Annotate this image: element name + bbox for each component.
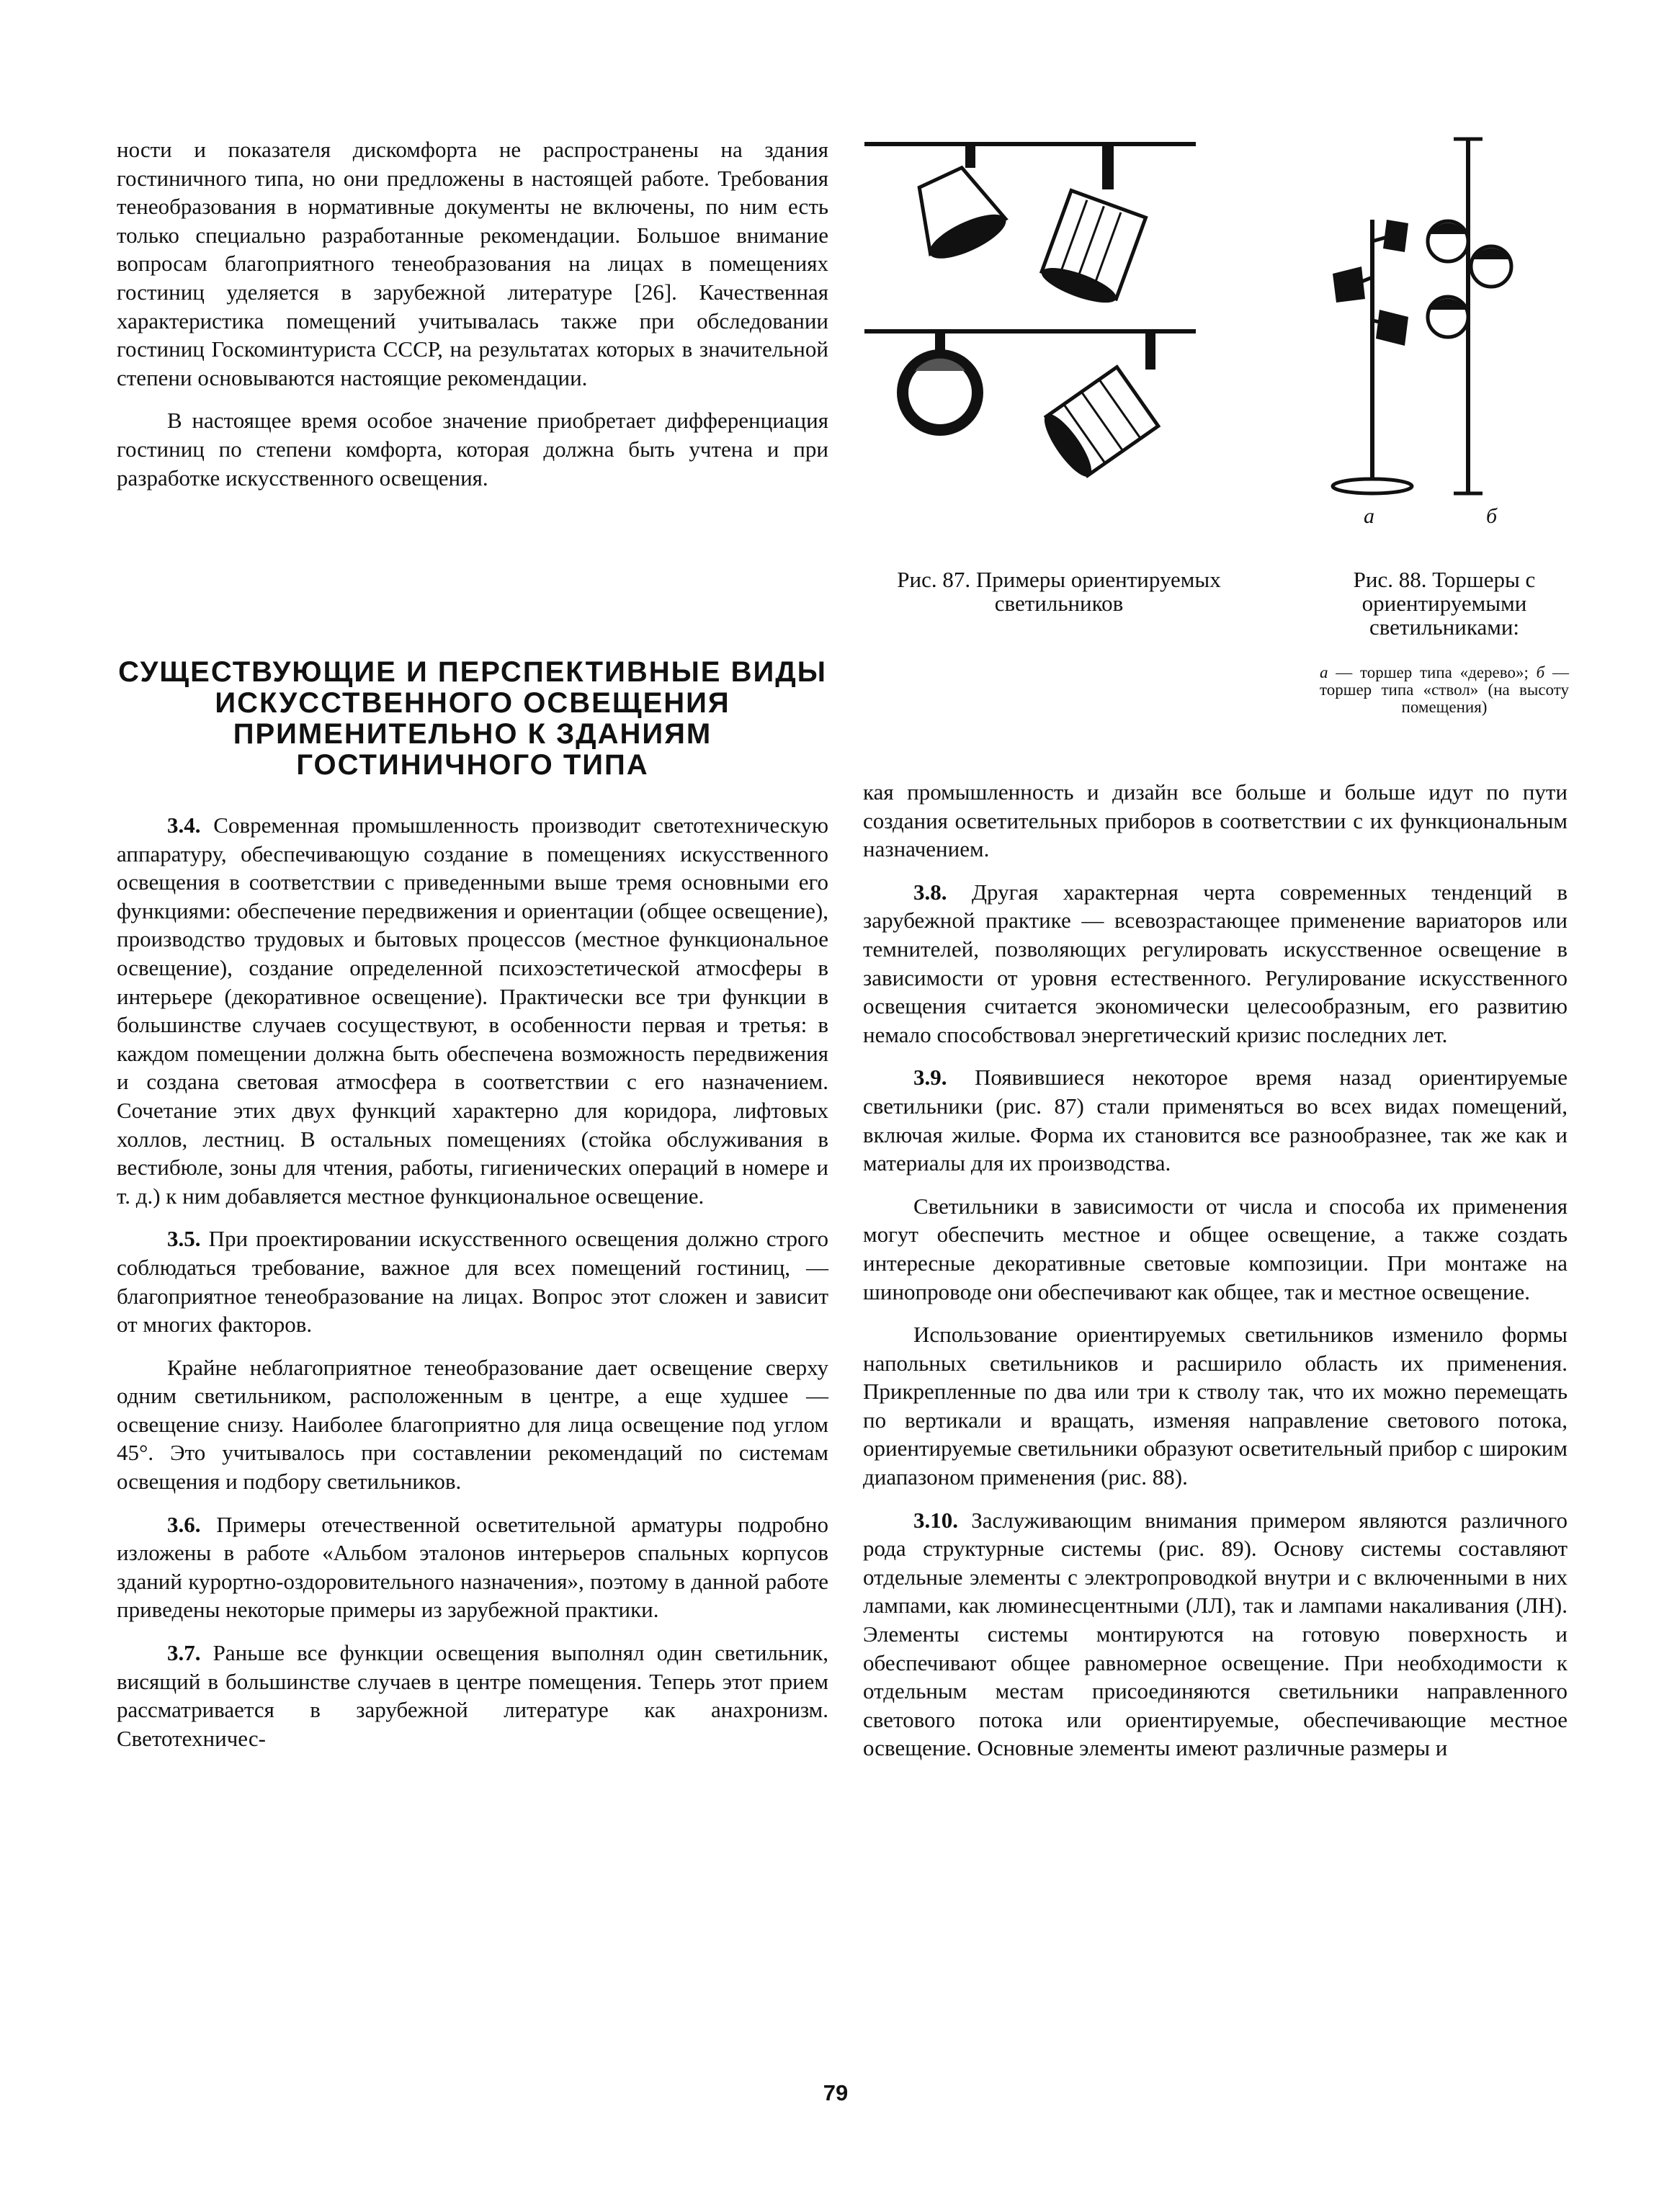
section-3-10 bbox=[863, 1506, 1568, 1763]
section-3-6 bbox=[117, 1510, 828, 1624]
section-text: Другая характерная черта современных тенденций в зарубежной практике — всевозрастающее применение вариаторов или темнителей, позволяющих регулировать искусственное освещение в зависимости от уровня естественного. Регулирование искусственного освещения считается экономически целесообразным, его развитию немало способствовал энергетический кризис последних лет. bbox=[863, 879, 1568, 1047]
left-column-top bbox=[117, 135, 828, 492]
section-text: Появившиеся некоторое время назад ориентируемые светильники (рис. 87) стали применяться во всех видах помещений, включая жилые. Форма их становится все разнообразнее, так же как и материалы для их производства. bbox=[863, 1065, 1568, 1176]
section-number: 3.8. bbox=[913, 879, 947, 905]
figure-87-caption: Рис. 87. Примеры ориентируемых светильников bbox=[897, 567, 1221, 616]
paragraph-shadows bbox=[117, 1353, 828, 1496]
section-text: Заслуживающим внимания примером являются различного рода структурные системы (рис. 89). Основу системы составляют отдельные элементы с электропроводкой внутри и с включенными в них лампами, как люминесцентными (ЛЛ), так и лампами накаливания (ЛН). Элементы системы монтируются на готовую поверхность и обеспечивают общее равномерное освещение. При необходимости к отдельным местам присоединяются светильники направленного светового потока или ориентируемые, обеспечивающие местное освещение. Основные элементы имеют различные размеры и bbox=[863, 1507, 1568, 1761]
section-text: Крайне неблагоприятное тенеобразование дает освещение сверху одним светильником, расположенным в центре, а еще худшее — освещение снизу. Наиболее благоприятно для лица освещение под углом 45°. Это учитывалось при составлении рекомендаций по системам освещения и подбору светильников. bbox=[117, 1354, 828, 1495]
paragraph-continuation-right: кая промышленность и дизайн все больше и больше идут по пути создания осветительных приборов в соответствии с их функциональным назначением. bbox=[863, 779, 1568, 862]
figure-88-note bbox=[1320, 664, 1569, 716]
note-label-b: б bbox=[1536, 663, 1545, 681]
section-number: 3.10. bbox=[913, 1507, 958, 1533]
figure-88-label-a: а bbox=[1364, 504, 1374, 528]
left-column-sections bbox=[117, 811, 828, 1752]
page-number: 79 bbox=[823, 2080, 849, 2105]
note-text-a: — торшер типа «дерево»; bbox=[1328, 663, 1537, 681]
section-3-8 bbox=[863, 878, 1568, 1049]
paragraph-floor-lamps bbox=[863, 1320, 1568, 1492]
paragraph-lamps-usage bbox=[863, 1192, 1568, 1306]
section-number: 3.4. bbox=[167, 812, 201, 838]
section-number: 3.7. bbox=[167, 1640, 201, 1666]
paragraph-comfort: В настоящее время особое значение приобретает дифференциация гостиниц по степени комфорта, которая должна быть учтена и при разработке искусственного освещения. bbox=[117, 408, 828, 491]
figure-87-spotlights bbox=[864, 133, 1210, 493]
section-3-7 bbox=[117, 1639, 828, 1752]
section-text: Светильники в зависимости от числа и способа их применения могут обеспечить местное и общее освещение, а также создать интересные декоративные световые композиции. При монтаже на шинопроводе они обеспечивают как общее, так и местное освещение. bbox=[863, 1193, 1568, 1304]
figure-88-floor-lamps bbox=[1311, 133, 1570, 508]
section-text: При проектировании искусственного освещения должно строго соблюдаться требование, важное для всех помещений гостиниц, — благоприятное тенеобразование на лицах. Вопрос этот сложен и зависит от многих факторов. bbox=[117, 1226, 829, 1338]
section-heading: СУЩЕСТВУЮЩИЕ И ПЕРСПЕКТИВНЫЕ ВИДЫ ИСКУССТВЕННОГО ОСВЕЩЕНИЯ ПРИМЕНИТЕЛЬНО К ЗДАНИЯМ ГОСТИНИЧНОГО ТИПА bbox=[118, 656, 827, 781]
section-number: 3.5. bbox=[167, 1226, 201, 1252]
section-text: Раньше все функции освещения выполнял один светильник, висящий в большинстве случаев в центре помещения. Теперь этот прием рассматривается в зарубежной литературе как анахронизм. Светотехничес- bbox=[117, 1640, 829, 1751]
section-number: 3.6. bbox=[167, 1511, 201, 1537]
section-text: Примеры отечественной осветительной арматуры подробно изложены в работе «Альбом эталонов интерьеров спальных корпусов зданий курортно-оздоровительного назначения», поэтому в данной работе приведены некоторые примеры из зарубежной практики. bbox=[117, 1511, 829, 1623]
section-3-9 bbox=[863, 1063, 1568, 1177]
paragraph-continuation: ности и показателя дискомфорта не распространены на здания гостиничного типа, но они предложены в настоящей работе. Требования тенеобразования в нормативные документы не включены, по ним есть только специально разработанные рекомендации. Большое внимание вопросам благоприятного тенеобразования на лицах в помещениях гостиниц уделяется в зарубежной литературе [26]. Качественная характеристика помещений учитывалась также при обследовании гостиниц Госкоминтуриста СССР, на результатах которых в значительной степени основываются настоящие рекомендации. bbox=[117, 137, 828, 390]
section-3-4 bbox=[117, 811, 828, 1210]
section-text: Современная промышленность производит светотехническую аппаратуру, обеспечивающую создание в помещениях искусственного освещения в соответствии с приведенными выше тремя основными его функциями: обеспечение передвижения и ориентации (общее освещение), производство трудовых и бытовых процессов (местное функциональное освещение), создание определенной психоэстетической атмосферы в интерьере (декоративное освещение). Практически все три функции в большинстве случаев сосуществуют, в особенности первая и третья: в каждом помещении должна быть обеспечена возможность передвижения и создана световая атмосфера в соответствии с его назначением. Сочетание этих двух функций характерно для коридора, лифтовых холлов, лестниц. В остальных помещениях (стойка обслуживания в вестибюле, зоны для чтения, работы, гигиенических операций в номере и т. д.) к ним добавляется местное функциональное освещение. bbox=[117, 812, 829, 1209]
figure-88-caption: Рис. 88. Торшеры с ориентируемыми светильниками: bbox=[1353, 567, 1536, 640]
note-text-b: — торшер типа «ствол» (на высоту помещения) bbox=[1320, 663, 1569, 716]
right-column bbox=[863, 778, 1568, 1763]
section-text: Использование ориентируемых светильников изменило формы напольных светильников и расширило область их применения. Прикрепленные по два или три к стволу так, что их можно перемещать по вертикали и вращать, изменяя направление светового потока, ориентируемые светильники образуют осветительный прибор с широким диапазоном применения (рис. 88). bbox=[863, 1322, 1568, 1490]
figure-88-label-b: б bbox=[1486, 504, 1498, 528]
section-3-5 bbox=[117, 1224, 828, 1338]
section-number: 3.9. bbox=[913, 1065, 947, 1091]
note-label-a: а bbox=[1320, 663, 1328, 681]
